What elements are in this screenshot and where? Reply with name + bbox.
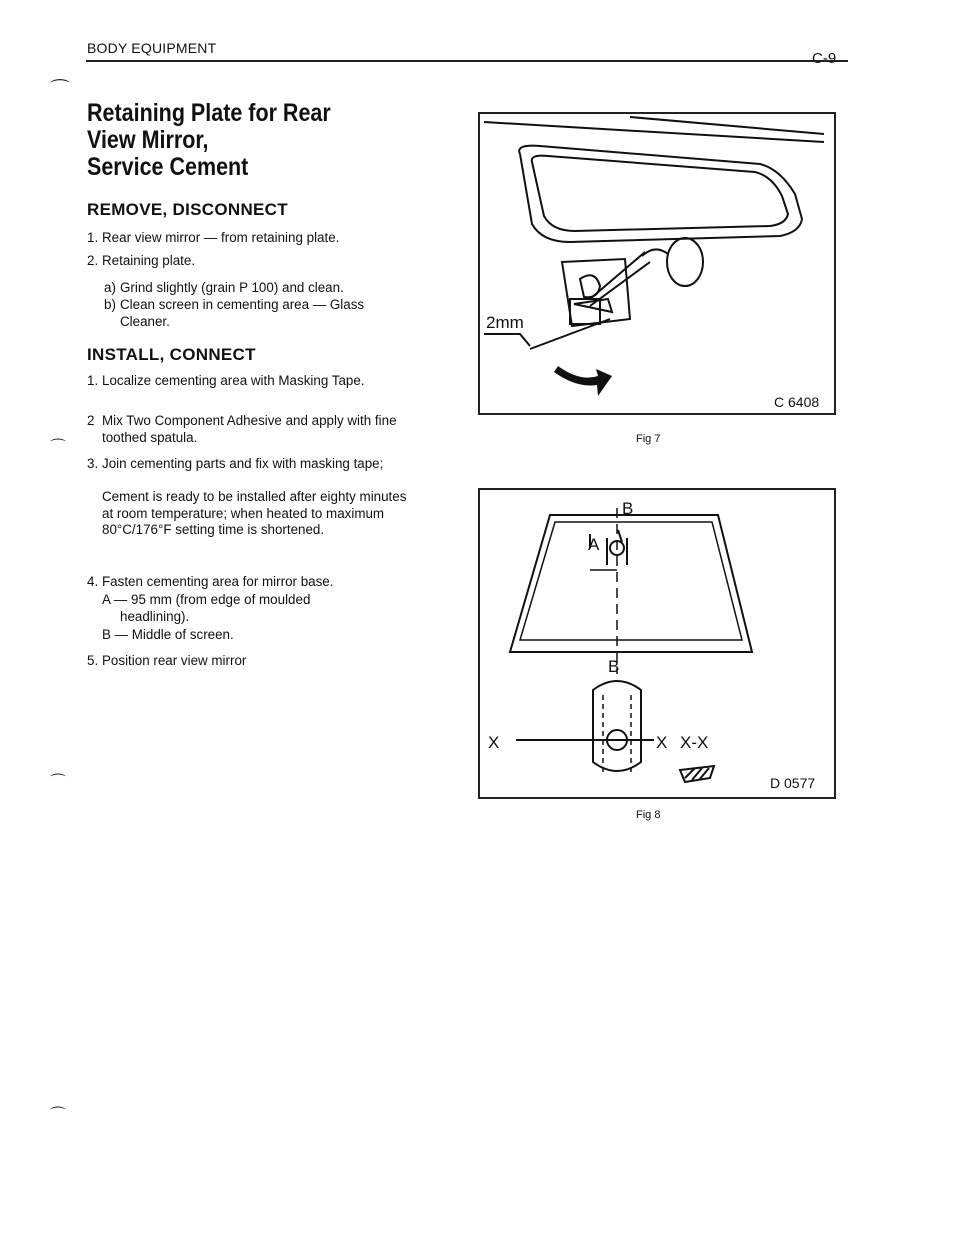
- item-text: Mix Two Component Adhesive and apply with fine toothed spatula.: [102, 413, 397, 445]
- figure-7-drawing: [480, 114, 834, 413]
- revision-mark: ⌒: [50, 774, 67, 791]
- item-number: 2: [87, 413, 95, 428]
- label-X-right: X: [656, 733, 668, 752]
- title-line: View Mirror,: [87, 126, 209, 154]
- figure-7-caption: Fig 7: [636, 433, 661, 445]
- dimension-label: 2mm: [486, 313, 524, 332]
- item-text: Join cementing parts and fix with masking tape;: [102, 456, 384, 471]
- header-rule: [86, 60, 848, 62]
- title-line: Service Cement: [87, 153, 249, 181]
- list-item: [87, 373, 387, 390]
- figure-8-drawing: [480, 490, 834, 797]
- figure-code: C 6408: [774, 394, 820, 410]
- revision-mark: ⌒: [50, 1107, 67, 1124]
- subitem-text: Clean screen in cementing area — Glass Cleaner.: [120, 297, 365, 329]
- list-item: [87, 627, 407, 644]
- item-text: Localize cementing area with Masking Tape.: [102, 373, 365, 388]
- section-label: X-X: [680, 733, 709, 752]
- subitem-letter: b): [104, 297, 116, 312]
- item-text: Fasten cementing area for mirror base.: [102, 574, 334, 589]
- item-text: B — Middle of screen.: [102, 627, 234, 642]
- label-X-left: X: [488, 733, 500, 752]
- list-item: [87, 489, 409, 539]
- list-item: [87, 574, 407, 591]
- title-line: Retaining Plate for Rear: [87, 99, 331, 127]
- item-text: Position rear view mirror: [102, 653, 247, 668]
- item-number: 3.: [87, 456, 99, 471]
- list-subitem: [104, 280, 404, 297]
- item-number: 5.: [87, 653, 99, 668]
- figure-7-frame: [478, 112, 836, 415]
- list-item: [87, 230, 407, 247]
- label-B-bottom: B: [608, 657, 620, 676]
- list-item: [87, 592, 357, 625]
- revision-mark: ⌒: [50, 79, 70, 101]
- label-B-top: B: [622, 499, 634, 518]
- label-A: A: [588, 535, 600, 554]
- revision-mark: ⌒: [50, 439, 67, 456]
- list-item: [87, 653, 407, 670]
- figure-code: D 0577: [770, 775, 816, 791]
- list-subitem: [104, 297, 366, 330]
- item-text: Retaining plate.: [102, 253, 196, 268]
- running-header-section: BODY EQUIPMENT: [87, 40, 217, 56]
- page-title: [87, 100, 371, 181]
- item-number: 4.: [87, 574, 99, 589]
- item-number: 1.: [87, 373, 99, 388]
- remove-heading: REMOVE, DISCONNECT: [87, 200, 288, 219]
- item-text: Rear view mirror — from retaining plate.: [102, 230, 340, 245]
- subitem-text: Grind slightly (grain P 100) and clean.: [120, 280, 344, 295]
- list-item: [87, 413, 397, 446]
- install-heading: INSTALL, CONNECT: [87, 345, 256, 364]
- figure-8-frame: [478, 488, 836, 799]
- item-text: A — 95 mm (from edge of moulded headlining).: [102, 592, 311, 624]
- page-number: C-9: [812, 50, 837, 67]
- list-item: [87, 253, 407, 270]
- subitem-letter: a): [104, 280, 116, 295]
- figure-8-caption: Fig 8: [636, 809, 661, 821]
- item-number: 2.: [87, 253, 99, 268]
- item-number: 1.: [87, 230, 99, 245]
- item-text: Cement is ready to be installed after eighty minutes at room temperature; when heated to maximum 80°C/176°F setting time is shortened.: [102, 489, 407, 537]
- list-item: [87, 456, 407, 473]
